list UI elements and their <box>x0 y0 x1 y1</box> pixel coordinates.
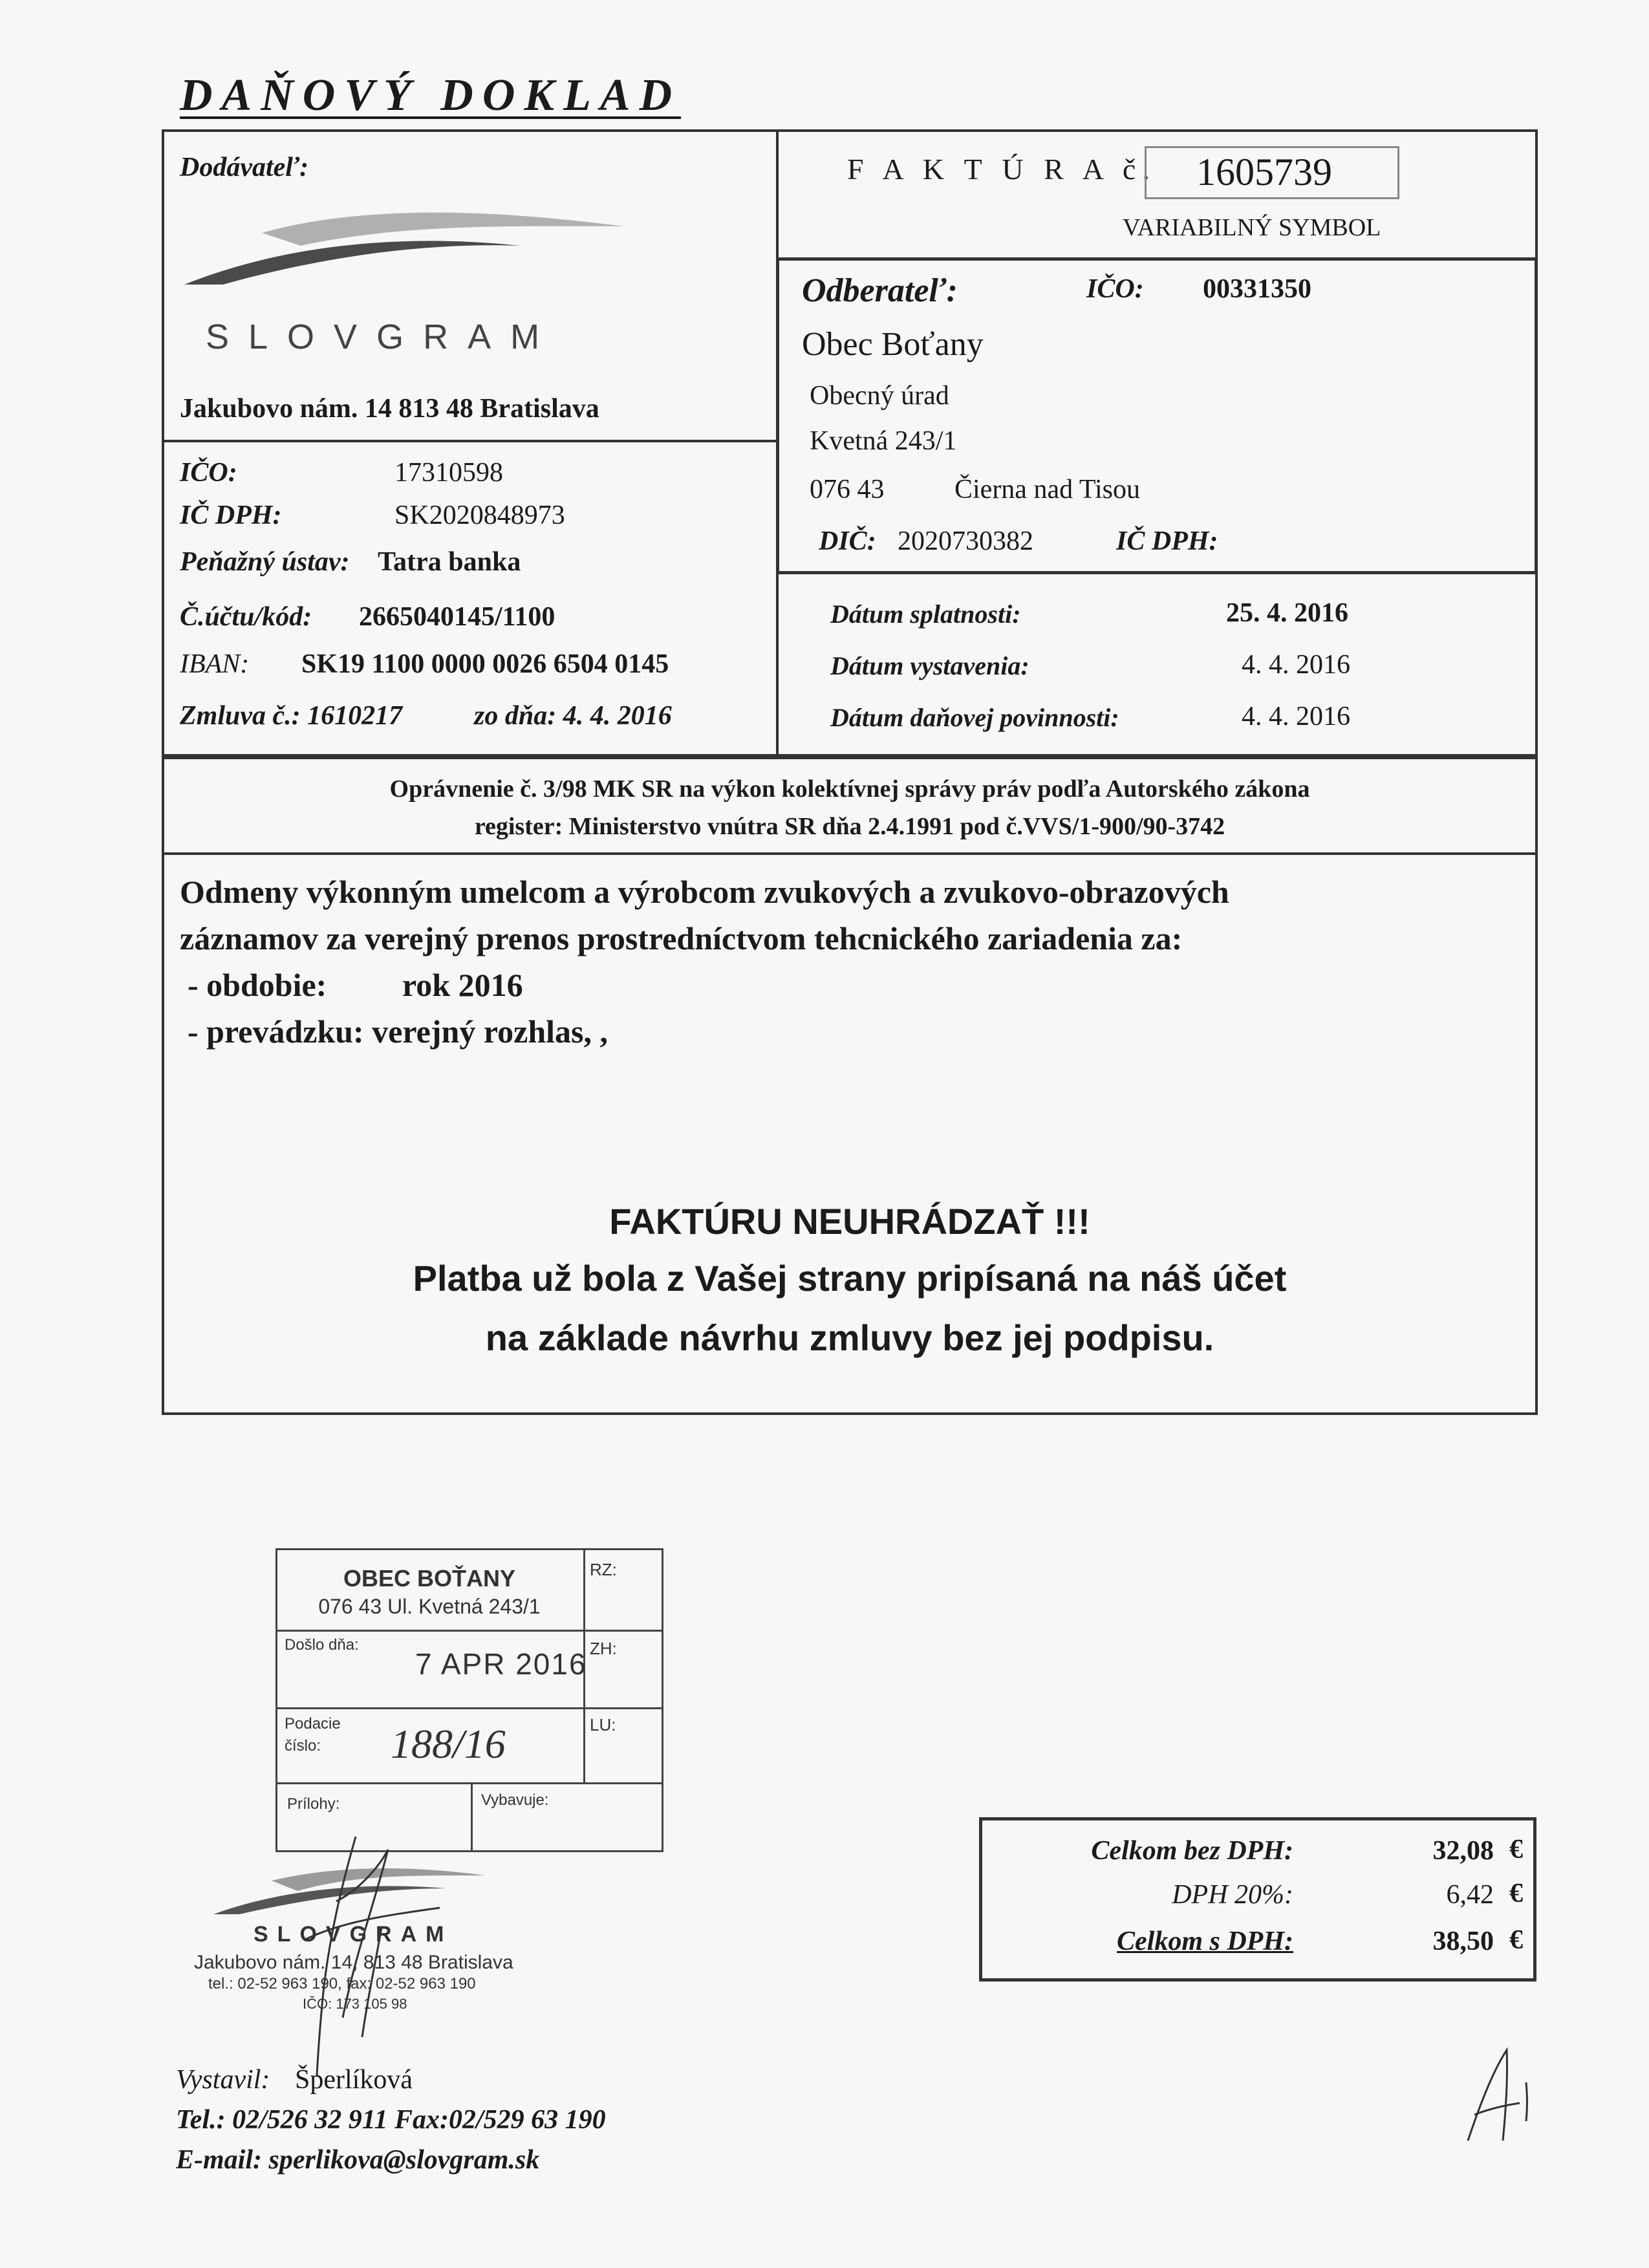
stamp-rz: RZ: <box>590 1560 617 1579</box>
stamp-ref-label2: číslo: <box>285 1737 321 1755</box>
customer-ico: 00331350 <box>1203 274 1311 304</box>
supplier-account-label: Č.účtu/kód: <box>180 602 312 632</box>
supplier-logo-text: SLOVGRAM <box>206 318 559 356</box>
description-line2: záznamov za verejný prenos prostredníctvom tehcnického zariadenia za: <box>180 920 1183 956</box>
stamp-zh: ZH: <box>590 1639 617 1658</box>
supplier-contract-date: zo dňa: 4. 4. 2016 <box>474 701 672 731</box>
stamp-row3 <box>275 1782 663 1784</box>
supplier-ico-label: IČO: <box>180 458 237 488</box>
description-period: rok 2016 <box>402 967 523 1003</box>
tax-date-label: Dátum daňovej povinnosti: <box>830 703 1119 732</box>
customer-name: Obec Boťany <box>802 326 984 363</box>
slovgram-logo-icon <box>184 207 624 297</box>
signature-icon <box>285 1824 453 2082</box>
invoice-label: F A K T Ú R A č. <box>847 153 1156 186</box>
customer-line2: Kvetná 243/1 <box>810 426 957 456</box>
description-operation: - prevádzku: verejný rozhlas, , <box>188 1013 608 1050</box>
description-line1: Odmeny výkonným umelcom a výrobcom zvukových a zvukovo-obrazových <box>180 874 1229 910</box>
company-stamp-name: SLOVGRAM <box>253 1922 453 1947</box>
supplier-icdph-label: IČ DPH: <box>180 501 282 530</box>
supplier-iban: SK19 1100 0000 0026 6504 0145 <box>301 649 669 679</box>
stamp-row1 <box>275 1630 663 1632</box>
authorization-line1: Oprávnenie č. 3/98 MK SR na výkon kolektívnej správy práv podľa Autorského zákona <box>389 775 1310 803</box>
stamp-bottom-divider <box>471 1782 473 1852</box>
supplier-ico: 17310598 <box>394 458 503 488</box>
total-gross: 38,50 <box>1432 1927 1494 1956</box>
stamp-address: 076 43 Ul. Kvetná 243/1 <box>318 1595 541 1618</box>
stamp-lu: LU: <box>590 1715 616 1734</box>
supplier-bank-label: Peňažný ústav: <box>180 547 350 577</box>
customer-ico-label: IČO: <box>1086 274 1144 304</box>
company-stamp-line3: IČO: 173 105 98 <box>303 1996 407 2012</box>
variable-symbol-label: VARIABILNÝ SYMBOL <box>1123 214 1381 241</box>
invoice-number: 1605739 <box>1196 151 1332 193</box>
total-vat-label: DPH 20%: <box>1172 1880 1293 1910</box>
issue-date: 4. 4. 2016 <box>1242 650 1350 680</box>
customer-city: Čierna nad Tisou <box>954 475 1141 504</box>
supplier-account: 2665040145/1100 <box>359 602 555 632</box>
authorization-line2: register: Ministerstvo vnútra SR dňa 2.4.1991 pod č.VVS/1-900/90-3742 <box>474 813 1225 840</box>
customer-line1: Obecný úrad <box>810 381 949 411</box>
stamp-handler-label: Vybavuje: <box>481 1791 549 1809</box>
issue-date-label: Dátum vystavenia: <box>830 651 1029 680</box>
due-date: 25. 4. 2016 <box>1226 598 1348 628</box>
issuer-email: E-mail: sperlikova@slovgram.sk <box>176 2145 540 2175</box>
due-date-label: Dátum splatnosti: <box>830 599 1021 629</box>
notice-line3: na základe návrhu zmluvy bez jej podpisu. <box>485 1317 1214 1358</box>
supplier-label: Dodávateľ: <box>180 153 309 182</box>
stamp-ref-label1: Podacie <box>285 1715 341 1733</box>
supplier-icdph: SK2020848973 <box>394 501 565 530</box>
supplier-contract: Zmluva č.: 1610217 <box>180 701 403 731</box>
stamp-row2 <box>275 1707 663 1709</box>
notice-line2: Platba už bola z Vašej strany pripísaná na náš účet <box>413 1258 1287 1299</box>
description-period-label: - obdobie: <box>188 967 327 1003</box>
supplier-address: Jakubovo nám. 14 813 48 Bratislava <box>180 394 599 424</box>
total-net-currency: € <box>1509 1835 1523 1864</box>
total-net-label: Celkom bez DPH: <box>1091 1836 1293 1866</box>
notice-title: FAKTÚRU NEUHRÁDZAŤ !!! <box>609 1201 1090 1242</box>
supplier-iban-label: IBAN: <box>180 649 250 679</box>
supplier-bank: Tatra banka <box>378 547 521 577</box>
company-stamp-line2: tel.: 02-52 963 190, fax: 02-52 963 190 <box>208 1975 476 1993</box>
company-stamp-line1: Jakubovo nám. 14, 813 48 Bratislava <box>194 1952 513 1973</box>
total-gross-currency: € <box>1509 1925 1523 1955</box>
total-net: 32,08 <box>1432 1836 1494 1866</box>
stamp-received-label: Došlo dňa: <box>285 1636 359 1654</box>
customer-icdph-label: IČ DPH: <box>1116 526 1218 556</box>
customer-dic-label: DIČ: <box>819 526 876 556</box>
stamp-ref-number: 188/16 <box>391 1721 506 1767</box>
total-vat-currency: € <box>1509 1879 1523 1908</box>
document-title: DAŇOVÝ DOKLAD <box>180 70 682 120</box>
stamp-title: OBEC BOŤANY <box>343 1565 515 1592</box>
issuer-phone: Tel.: 02/526 32 911 Fax:02/529 63 190 <box>176 2105 606 2135</box>
total-vat: 6,42 <box>1446 1880 1494 1910</box>
handwritten-mark-icon <box>1455 2044 1546 2147</box>
issuer-name: Šperlíková <box>295 2065 413 2095</box>
supplier-divider <box>162 440 777 442</box>
issuer-label: Vystavil: <box>176 2065 270 2095</box>
customer-label: Odberateľ: <box>802 272 958 309</box>
total-gross-label: Celkom s DPH: <box>1117 1927 1293 1956</box>
tax-date: 4. 4. 2016 <box>1242 702 1350 731</box>
stamp-received-date: 7 APR 2016 <box>415 1647 587 1681</box>
stamp-attachments-label: Prílohy: <box>287 1795 340 1813</box>
customer-zip: 076 43 <box>810 475 885 504</box>
customer-dic: 2020730382 <box>898 526 1033 556</box>
